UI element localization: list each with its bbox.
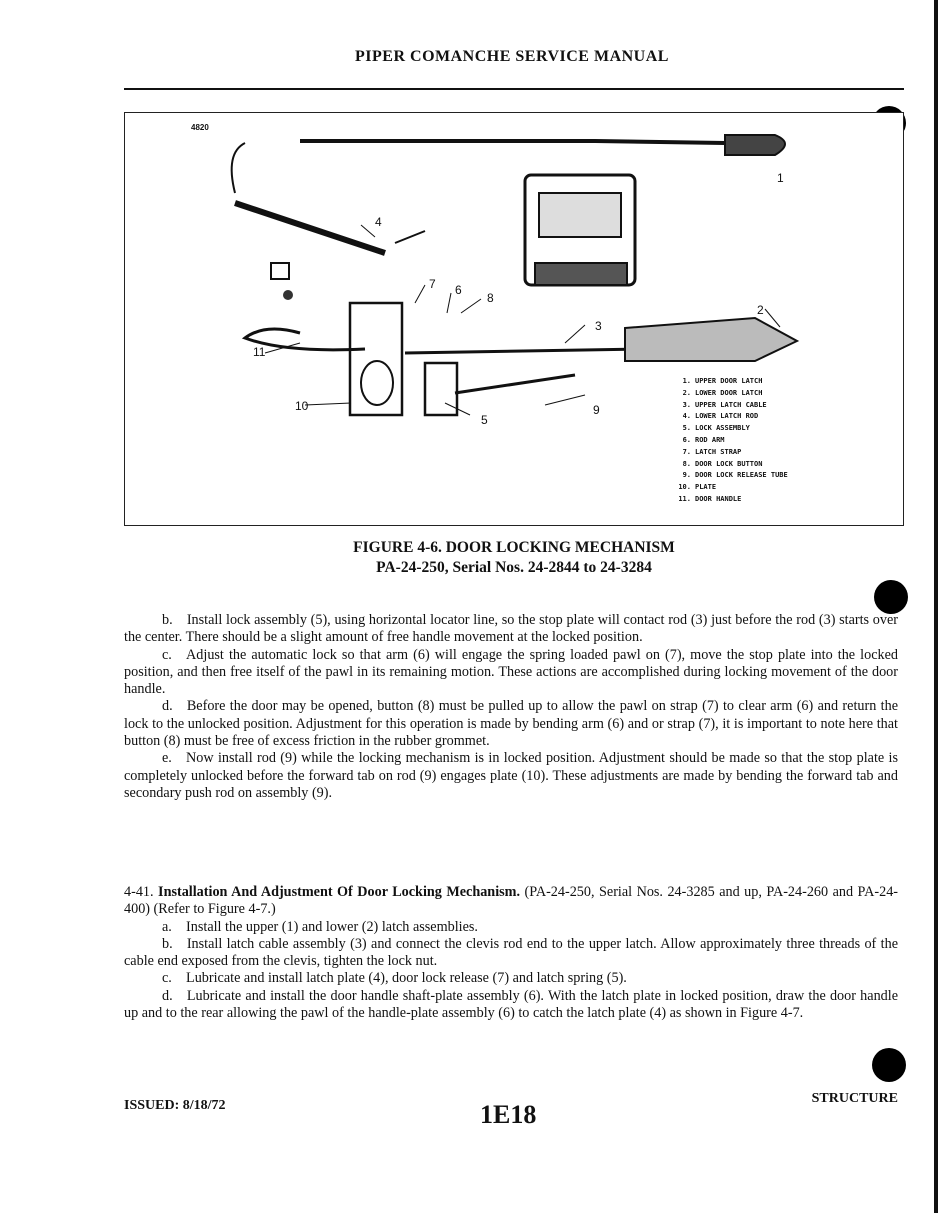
- step-c: c. Lubricate and install latch plate (4), door lock release (7) and latch spring (5).: [162, 970, 627, 987]
- figure-code: 4820: [191, 123, 209, 132]
- step-b: b. Install latch cable assembly (3) and connect the clevis rod end to the upper latch. Allow approximately three threads of the cable end exposed from the clevis, tighten the lock nut.: [124, 935, 898, 970]
- callout-6: 6: [455, 283, 462, 297]
- page-number: 1E18: [480, 1100, 537, 1129]
- legend-item: 1. UPPER DOOR LATCH: [682, 377, 763, 385]
- callout-11: 11: [253, 345, 266, 359]
- legend-item: 8. DOOR LOCK BUTTON: [682, 459, 763, 468]
- page-edge-line: [934, 0, 938, 1213]
- header-rule: [124, 88, 904, 90]
- callout-10: 10: [295, 399, 309, 413]
- legend-item: 6. ROD ARM: [682, 435, 725, 444]
- legend-item: 10. PLATE: [678, 483, 717, 492]
- legend-item: 2. LOWER DOOR LATCH: [682, 388, 763, 397]
- legend-item: 7. LATCH STRAP: [682, 447, 742, 456]
- step-d: d. Lubricate and install the door handle shaft-plate assembly (6). With the latch plate in locked position, draw the door handle up and to the rear allowing the pawl of the handle-plate assembly (6) to catch the latch plate (4) as shown in Figure 4-7.: [124, 987, 898, 1022]
- legend-item: 4. LOWER LATCH ROD: [682, 412, 759, 421]
- callout-4: 4: [375, 215, 382, 229]
- section-title: Installation And Adjustment Of Door Locking Mechanism.: [158, 884, 521, 900]
- figure-caption-title: FIGURE 4-6. DOOR LOCKING MECHANISM: [353, 539, 675, 556]
- section-applicability: (PA-24-250, Serial Nos. 24-3285 and up, PA-24-260 and PA-24-400) (Refer to Figure 4-7.): [124, 884, 899, 918]
- step-e: e. Now install rod (9) while the locking mechanism is in locked position. Adjustment should be made so that the stop plate is completely unlocked before the forward tab on rod (9) engages plate (10). These adjustments are made by bending the forward tab and secondary push rod on assembly (9).: [124, 750, 898, 801]
- callout-5: 5: [481, 413, 488, 427]
- page-header: PIPER COMANCHE SERVICE MANUAL: [355, 48, 669, 65]
- callout-9: 9: [593, 403, 600, 417]
- section-name: STRUCTURE: [811, 1091, 898, 1106]
- step-d: d. Before the door may be opened, button (8) must be pulled up to allow the pawl on strap (7) to clear arm (6) and return the lock to the unlocked position. Adjustment for this operation is made by bending arm (6) and or strap (7), it is important to note here that button (8) must be free of excess friction in the rubber grommet.: [124, 698, 898, 750]
- issued-date: ISSUED: 8/18/72: [124, 1098, 226, 1113]
- binder-hole-bottom: [872, 1048, 906, 1082]
- procedure-section-1: [124, 612, 898, 802]
- callout-7: 7: [429, 277, 436, 291]
- callout-8: 8: [487, 291, 494, 305]
- binder-hole-middle: [874, 580, 908, 614]
- step-b: b. Install lock assembly (5), using horizontal locator line, so the stop plate will contact rod (3) just before the rod (3) starts over the center. There should be a slight amount of free handle movement at the locked position.: [124, 612, 898, 646]
- figure-frame: [124, 112, 904, 526]
- step-a: a. Install the upper (1) and lower (2) latch assemblies.: [162, 918, 478, 935]
- step-c: c. Adjust the automatic lock so that arm (6) will engage the spring loaded pawl on (7), move the stop plate into the locked position, and then free itself of the pawl in its remaining motion. These actions are accomplished during locking movement of the door handle.: [124, 646, 898, 698]
- procedure-section-2: [124, 884, 898, 1022]
- legend-item: 5. LOCK ASSEMBLY: [682, 424, 750, 433]
- legend-item: 9. DOOR LOCK RELEASE TUBE: [682, 471, 788, 480]
- callout-3: 3: [595, 319, 602, 333]
- section-heading: [124, 884, 898, 919]
- callout-1: 1: [777, 171, 784, 185]
- legend-item: 3. UPPER LATCH CABLE: [682, 400, 767, 409]
- callout-2: 2: [757, 303, 764, 317]
- figure-caption: [124, 538, 904, 578]
- figure-caption-subtitle: PA-24-250, Serial Nos. 24-2844 to 24-3284: [376, 559, 652, 576]
- legend-item: 11. DOOR HANDLE: [678, 494, 742, 503]
- door-mechanism-illustration: [125, 113, 905, 527]
- section-number: 4-41.: [124, 884, 154, 900]
- figure-legend: [675, 376, 788, 506]
